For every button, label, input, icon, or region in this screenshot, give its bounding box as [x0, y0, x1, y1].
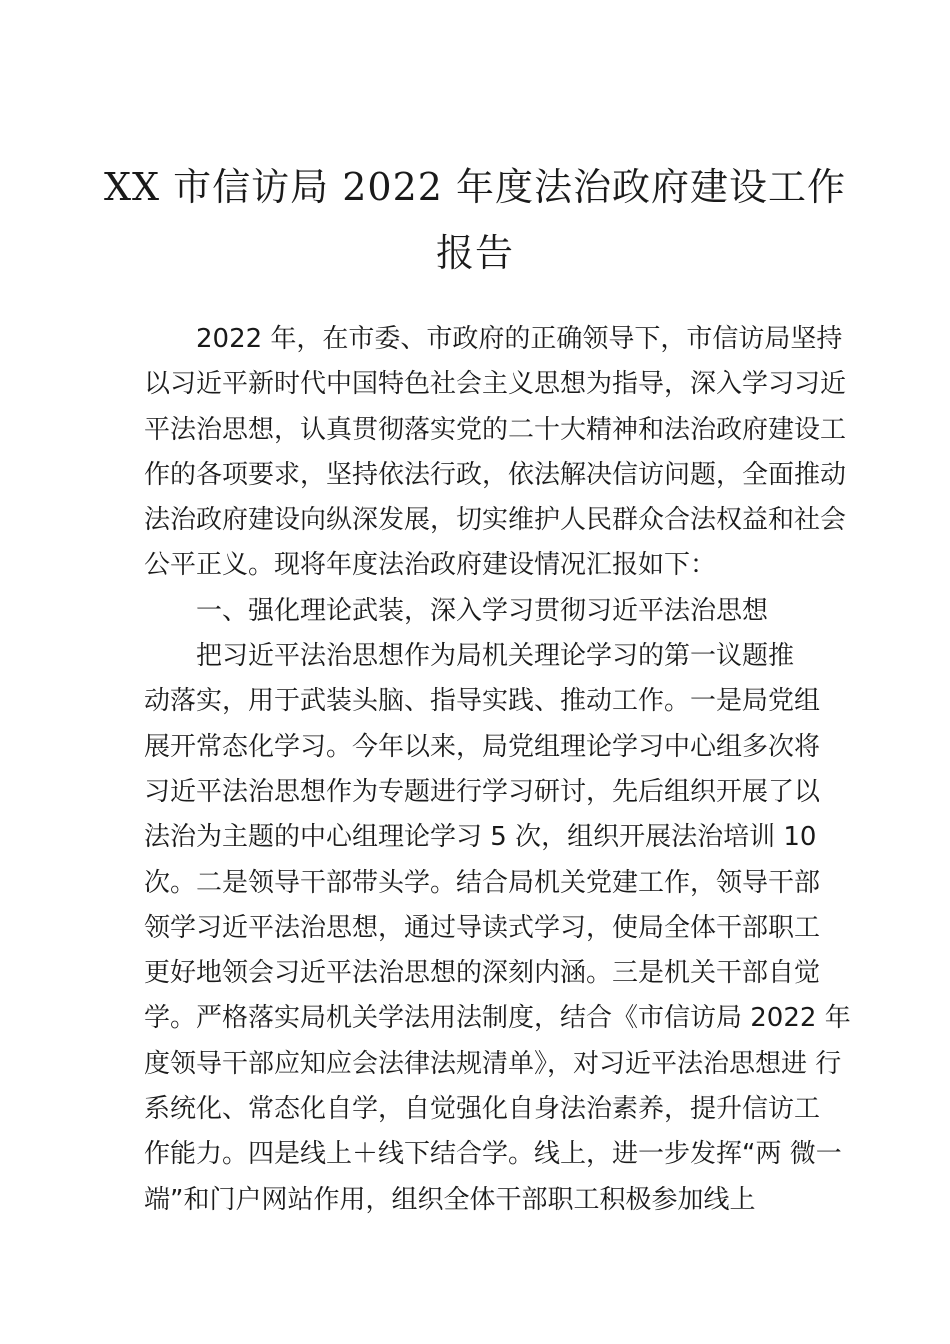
paragraph-line: 法治为主题的中心组理论学习 5 次，组织开展法治培训 10 [144, 822, 817, 853]
paragraph-line: 度领导干部应知应会法律法规清单》，对习近平法治思想进 行 [144, 1048, 842, 1079]
paragraph-line: 2022 年，在市委、市政府的正确领导下，市信访局坚持 [196, 324, 843, 354]
paragraph-line: 学。严格落实局机关学法用法制度，结合《市信访局 2022 年 [144, 1003, 851, 1034]
paragraph-line: 动落实，用于武装头脑、指导实践、推动工作。一是局党组 [144, 686, 821, 717]
paragraph-line: 把习近平法治思想作为局机关理论学习的第一议题推 [196, 641, 795, 672]
paragraph-line: 法治政府建设向纵深发展，切实维护人民群众合法权益和社会 [144, 505, 847, 536]
paragraph-line: 次。二是领导干部带头学。结合局机关党建工作，领导干部 [144, 867, 821, 898]
paragraph-line: 平法治思想，认真贯彻落实党的二十大精神和法治政府建设工 [144, 414, 847, 445]
paragraph-line: 作能力。四是线上＋线下结合学。线上，进一步发挥“两 微一 [144, 1139, 842, 1170]
paragraph-line: 领学习近平法治思想，通过导读式学习，使局全体干部职工 [144, 912, 821, 943]
paragraph-line: 公平正义。现将年度法治政府建设情况汇报如下： [144, 550, 717, 581]
paragraph-line: 展开常态化学习。今年以来，局党组理论学习中心组多次将 [144, 731, 821, 762]
document-body [144, 317, 851, 1223]
paragraph-line: 端”和门户网站作用，组织全体干部职工积极参加线上 [144, 1184, 756, 1215]
document-title-line-1: XX 市信访局 2022 年度法治政府建设工作 [103, 165, 847, 209]
paragraph-line: 以习近平新时代中国特色社会主义思想为指导，深入学习习近 [144, 369, 847, 400]
document-title-line-2: 报告 [435, 231, 514, 275]
paragraph-line: 更好地领会习近平法治思想的深刻内涵。三是机关干部自觉 [144, 958, 821, 989]
paragraph-line: 系统化、常态化自学，自觉强化自身法治素养，提升信访工 [144, 1094, 821, 1125]
paragraph-line: 习近平法治思想作为专题进行学习研讨，先后组织开展了以 [144, 776, 821, 807]
section-heading: 一、强化理论武装，深入学习贯彻习近平法治思想 [196, 595, 769, 626]
paragraph-line: 作的各项要求，坚持依法行政，依法解决信访问题，全面推动 [144, 459, 847, 490]
